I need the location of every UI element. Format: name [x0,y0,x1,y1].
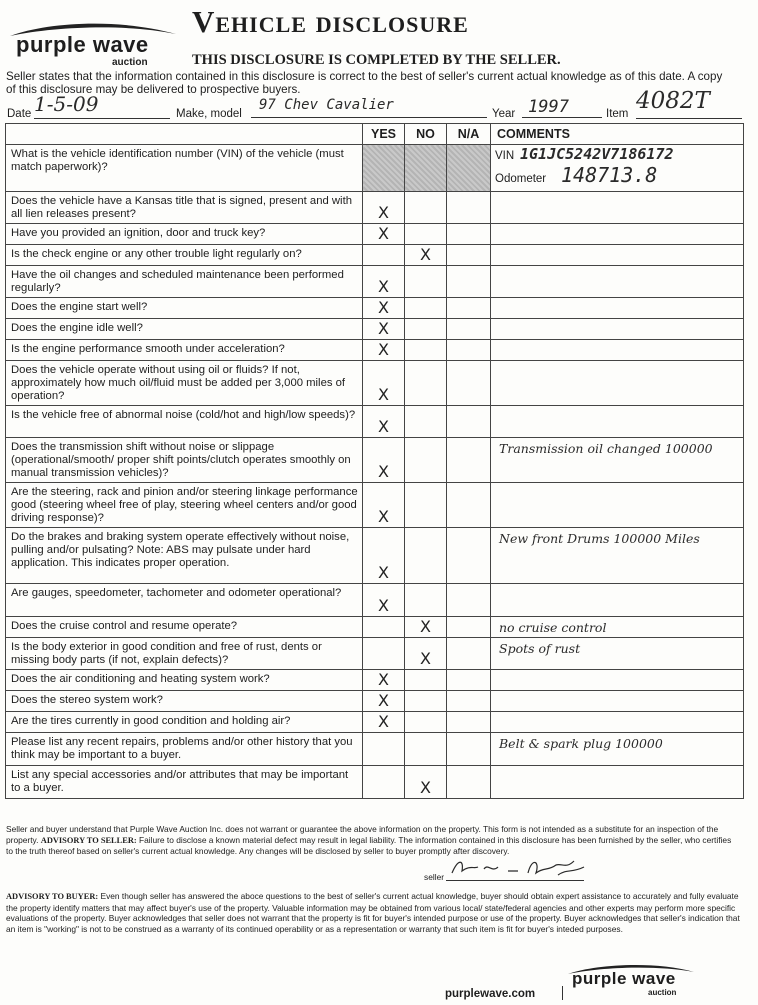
question-row [6,733,744,766]
advisory-buyer-label: ADVISORY TO BUYER: [6,892,99,901]
no-checkbox[interactable] [405,691,447,712]
comment-cell[interactable] [491,192,744,224]
yes-checkbox[interactable]: X [363,691,405,712]
disclaimer-b: Failure to disclose a known material defect may result in legal liability. The information contained in this disclosure has been furnished by the seller, who certifies to the truth thereof based on seller's current actual knowledge. Any changes will be disclosed by seller to buyer promptly after discovery. [6,834,732,857]
odometer-label: Odometer [495,173,547,185]
question-text: Is the vehicle free of abnormal noise (cold/hot and high/low speeds)? [6,406,363,438]
question-row [6,406,744,438]
yes-checkbox[interactable]: X [363,528,405,584]
comment-cell[interactable] [491,584,744,617]
odometer-field[interactable]: 148713.8 [561,163,658,187]
question-text: Are the steering, rack and pinion and/or steering linkage performance good (steering wheel free of play, steering wheel centers and/or good driving response)? [6,483,363,528]
yes-checkbox[interactable]: X [363,192,405,224]
no-checkbox[interactable] [405,670,447,691]
question-column-header [6,124,363,145]
comment-text: New front Drums 100000 Miles [499,531,700,546]
yes-checkbox[interactable]: X [363,584,405,617]
question-text: Does the engine idle well? [6,319,363,340]
no-checkbox[interactable] [405,340,447,361]
no-checkbox[interactable] [405,584,447,617]
na-checkbox[interactable] [447,245,491,266]
yes-checkbox[interactable]: X [363,361,405,406]
year-label: Year [492,108,516,120]
item-field[interactable]: 4082T [636,88,742,119]
na-checkbox[interactable] [447,192,491,224]
na-column-header: N/A [447,124,491,145]
question-text: Does the engine start well? [6,298,363,319]
na-checkbox[interactable] [447,438,491,483]
question-text: Does the air conditioning and heating system work? [6,670,363,691]
yes-checkbox[interactable]: X [363,340,405,361]
shaded-cell [447,145,491,192]
comment-text [491,406,743,408]
shaded-cell [363,145,405,192]
yes-checkbox[interactable] [363,766,405,799]
no-checkbox[interactable]: X [405,617,447,638]
question-row [6,298,744,319]
yes-checkbox[interactable]: X [363,670,405,691]
yes-checkbox[interactable] [363,733,405,766]
na-checkbox[interactable] [447,617,491,638]
comment-cell[interactable] [491,245,744,266]
question-text: Are gauges, speedometer, tachometer and odometer operational? [6,584,363,617]
comment-text: no cruise control [499,620,607,635]
comment-cell[interactable] [491,319,744,340]
vin-label: VIN [495,150,515,162]
comment-text [491,245,743,247]
question-row [6,766,744,799]
logo-sub: auction [112,57,148,68]
na-checkbox[interactable] [447,340,491,361]
no-checkbox[interactable] [405,712,447,733]
na-checkbox[interactable] [447,528,491,584]
comment-cell[interactable] [491,691,744,712]
na-checkbox[interactable] [447,483,491,528]
question-text: Is the engine performance smooth under acceleration? [6,340,363,361]
make-label: Make, model [176,108,242,120]
question-row [6,584,744,617]
no-checkbox[interactable] [405,319,447,340]
comment-text: Transmission oil changed 100000 [499,441,713,456]
no-checkbox[interactable] [405,192,447,224]
question-row [6,266,744,298]
comment-cell[interactable] [491,438,744,483]
seller-signature-icon [448,855,588,881]
question-row [6,245,744,266]
comment-text [491,361,743,363]
disclosure-table [5,123,744,799]
vin-question: What is the vehicle identification number (VIN) of the vehicle (must match paperwork)? [6,145,363,192]
na-checkbox[interactable] [447,584,491,617]
question-row [6,638,744,670]
na-checkbox[interactable] [447,298,491,319]
na-checkbox[interactable] [447,766,491,799]
no-checkbox[interactable]: X [405,638,447,670]
yes-checkbox[interactable]: X [363,712,405,733]
question-text: Are the tires currently in good condition and holding air? [6,712,363,733]
date-label: Date [7,108,32,120]
disclaimer-c: Even though seller has answered the aboce questions to the best of seller's current actual knowledge, buyer should obtain expert assistance to accurately and fully evaluate the property identify matters that may affect buyer's use of the property. Valuable information may be obtained from various local/ state/federal agencies and other experts may perform more specific evaluations of the property. Buyer acknowledges that seller does not warrant that the property is fit for buyer's intended purpose or use of the property. Buyer acknowledges that seller's indication that an item is "working" is not to be construed as a warranty of its continued operability or as a representation or warranty that such item is fit for buyer's inteded purposes. [6,891,740,934]
question-text: Is the body exterior in good condition and free of rust, dents or missing body parts (if not, explain defects)? [6,638,363,670]
disclaimer-seller [6,824,740,857]
yes-checkbox[interactable] [363,617,405,638]
comment-cell[interactable] [491,670,744,691]
comment-text [491,584,743,586]
na-checkbox[interactable] [447,691,491,712]
yes-checkbox[interactable]: X [363,406,405,438]
advisory-seller-label: ADVISORY TO SELLER: [40,835,137,845]
comment-cell[interactable] [491,733,744,766]
yes-checkbox[interactable]: X [363,319,405,340]
question-row [6,224,744,245]
question-row [6,617,744,638]
yes-checkbox[interactable]: X [363,438,405,483]
no-checkbox[interactable] [405,361,447,406]
no-checkbox[interactable]: X [405,766,447,799]
question-row [6,438,744,483]
comment-text [491,691,743,693]
no-checkbox[interactable] [405,224,447,245]
comment-text [491,224,743,226]
website-link[interactable]: purplewave.com [445,988,536,1000]
logo-name: purple wave [16,32,149,57]
question-text: Please list any recent repairs, problems and/or other history that you think may be important to a buyer. [6,733,363,766]
no-checkbox[interactable]: X [405,245,447,266]
footer-logo-sub: auction [648,988,677,997]
question-text: Does the cruise control and resume operate? [6,617,363,638]
comment-text [491,712,743,714]
question-row [6,691,744,712]
footer-logo-name: purple wave [572,969,676,988]
na-checkbox[interactable] [447,224,491,245]
no-checkbox[interactable] [405,733,447,766]
na-checkbox[interactable] [447,319,491,340]
comment-text [491,298,743,300]
comment-text [491,766,743,768]
intro-text: Seller states that the information contained in this disclosure is correct to the best of seller's current actual knowledge as of this date. A copy of this disclosure may be delivered to prospective buyers. [6,70,723,96]
comment-text [491,670,743,672]
na-checkbox[interactable] [447,712,491,733]
comment-text [491,483,743,485]
yes-checkbox[interactable]: X [363,483,405,528]
vin-field[interactable]: 1G1JC5242V7186172 [520,145,674,163]
comment-text [491,266,743,268]
seller-label: seller [424,872,445,882]
no-checkbox[interactable] [405,266,447,298]
question-text: Have you provided an ignition, door and truck key? [6,224,363,245]
comment-cell[interactable] [491,712,744,733]
comment-cell[interactable] [491,406,744,438]
no-checkbox[interactable] [405,483,447,528]
no-checkbox[interactable] [405,528,447,584]
comment-text: Belt & spark plug 100000 [499,736,663,751]
disclaimer-a: Seller and buyer understand that Purple Wave Auction Inc. does not warrant or guarantee the above information on the property. This form is not intended as a substitute for an inspection of the property. [6,824,719,845]
question-text: List any special accessories and/or attributes that may be important to a buyer. [6,766,363,799]
question-row [6,483,744,528]
question-row [6,670,744,691]
yes-checkbox[interactable] [363,638,405,670]
item-label: Item [606,108,629,120]
question-text: Have the oil changes and scheduled maintenance been performed regularly? [6,266,363,298]
logo [8,20,178,68]
year-field[interactable]: 1997 [522,97,602,118]
na-checkbox[interactable] [447,406,491,438]
no-column-header: NO [405,124,447,145]
table-header [6,124,744,145]
comment-text [491,340,743,342]
yes-column-header: YES [363,124,405,145]
comment-cell[interactable] [491,638,744,670]
page-title: Vehicle disclosure [192,4,469,39]
page-subtitle: THIS DISCLOSURE IS COMPLETED BY THE SELLER. [192,52,561,68]
question-text: Is the check engine or any other trouble light regularly on? [6,245,363,266]
na-checkbox[interactable] [447,670,491,691]
comment-cell[interactable] [491,617,744,638]
comment-cell[interactable] [491,483,744,528]
comment-text [491,319,743,321]
question-text: Does the stereo system work? [6,691,363,712]
na-checkbox[interactable] [447,638,491,670]
no-checkbox[interactable] [405,298,447,319]
comments-column-header: COMMENTS [491,124,744,145]
comment-cell[interactable] [491,528,744,584]
no-checkbox[interactable] [405,406,447,438]
yes-checkbox[interactable]: X [363,298,405,319]
comment-cell[interactable] [491,266,744,298]
yes-checkbox[interactable]: X [363,224,405,245]
disclaimer-buyer [6,891,740,934]
footer-logo [566,962,696,996]
na-checkbox[interactable] [447,266,491,298]
comment-cell[interactable] [491,298,744,319]
comment-text [491,192,743,194]
question-row [6,361,744,406]
question-text: Does the transmission shift without noise or slippage (operational/smooth/ proper shift points/clutch operates smoothly on manual transmission vehicles)? [6,438,363,483]
question-row [6,712,744,733]
no-checkbox[interactable] [405,438,447,483]
question-row [6,192,744,224]
comment-cell[interactable] [491,361,744,406]
question-row [6,340,744,361]
question-text: Do the brakes and braking system operate effectively without noise, pulling and/or pulsating? Note: ABS may pulsate under hard application. This indicates proper operation. [6,528,363,584]
question-text: Does the vehicle have a Kansas title that is signed, present and with all lien releases present? [6,192,363,224]
make-model-field[interactable]: 97 Chev Cavalier [251,97,487,118]
comment-cell[interactable] [491,340,744,361]
comment-cell[interactable] [491,766,744,799]
question-row [6,528,744,584]
comment-cell[interactable] [491,224,744,245]
footer-divider [562,986,563,1000]
na-checkbox[interactable] [447,361,491,406]
question-text: Does the vehicle operate without using oil or fluids? If not, approximately how much oil/fluid must be added per 3,000 miles of operation? [6,361,363,406]
comment-text: Spots of rust [499,641,581,656]
question-row [6,319,744,340]
vin-comment-cell [491,145,744,192]
yes-checkbox[interactable] [363,245,405,266]
date-field[interactable]: 1-5-09 [34,92,170,119]
vin-row [6,145,744,192]
shaded-cell [405,145,447,192]
yes-checkbox[interactable]: X [363,266,405,298]
na-checkbox[interactable] [447,733,491,766]
